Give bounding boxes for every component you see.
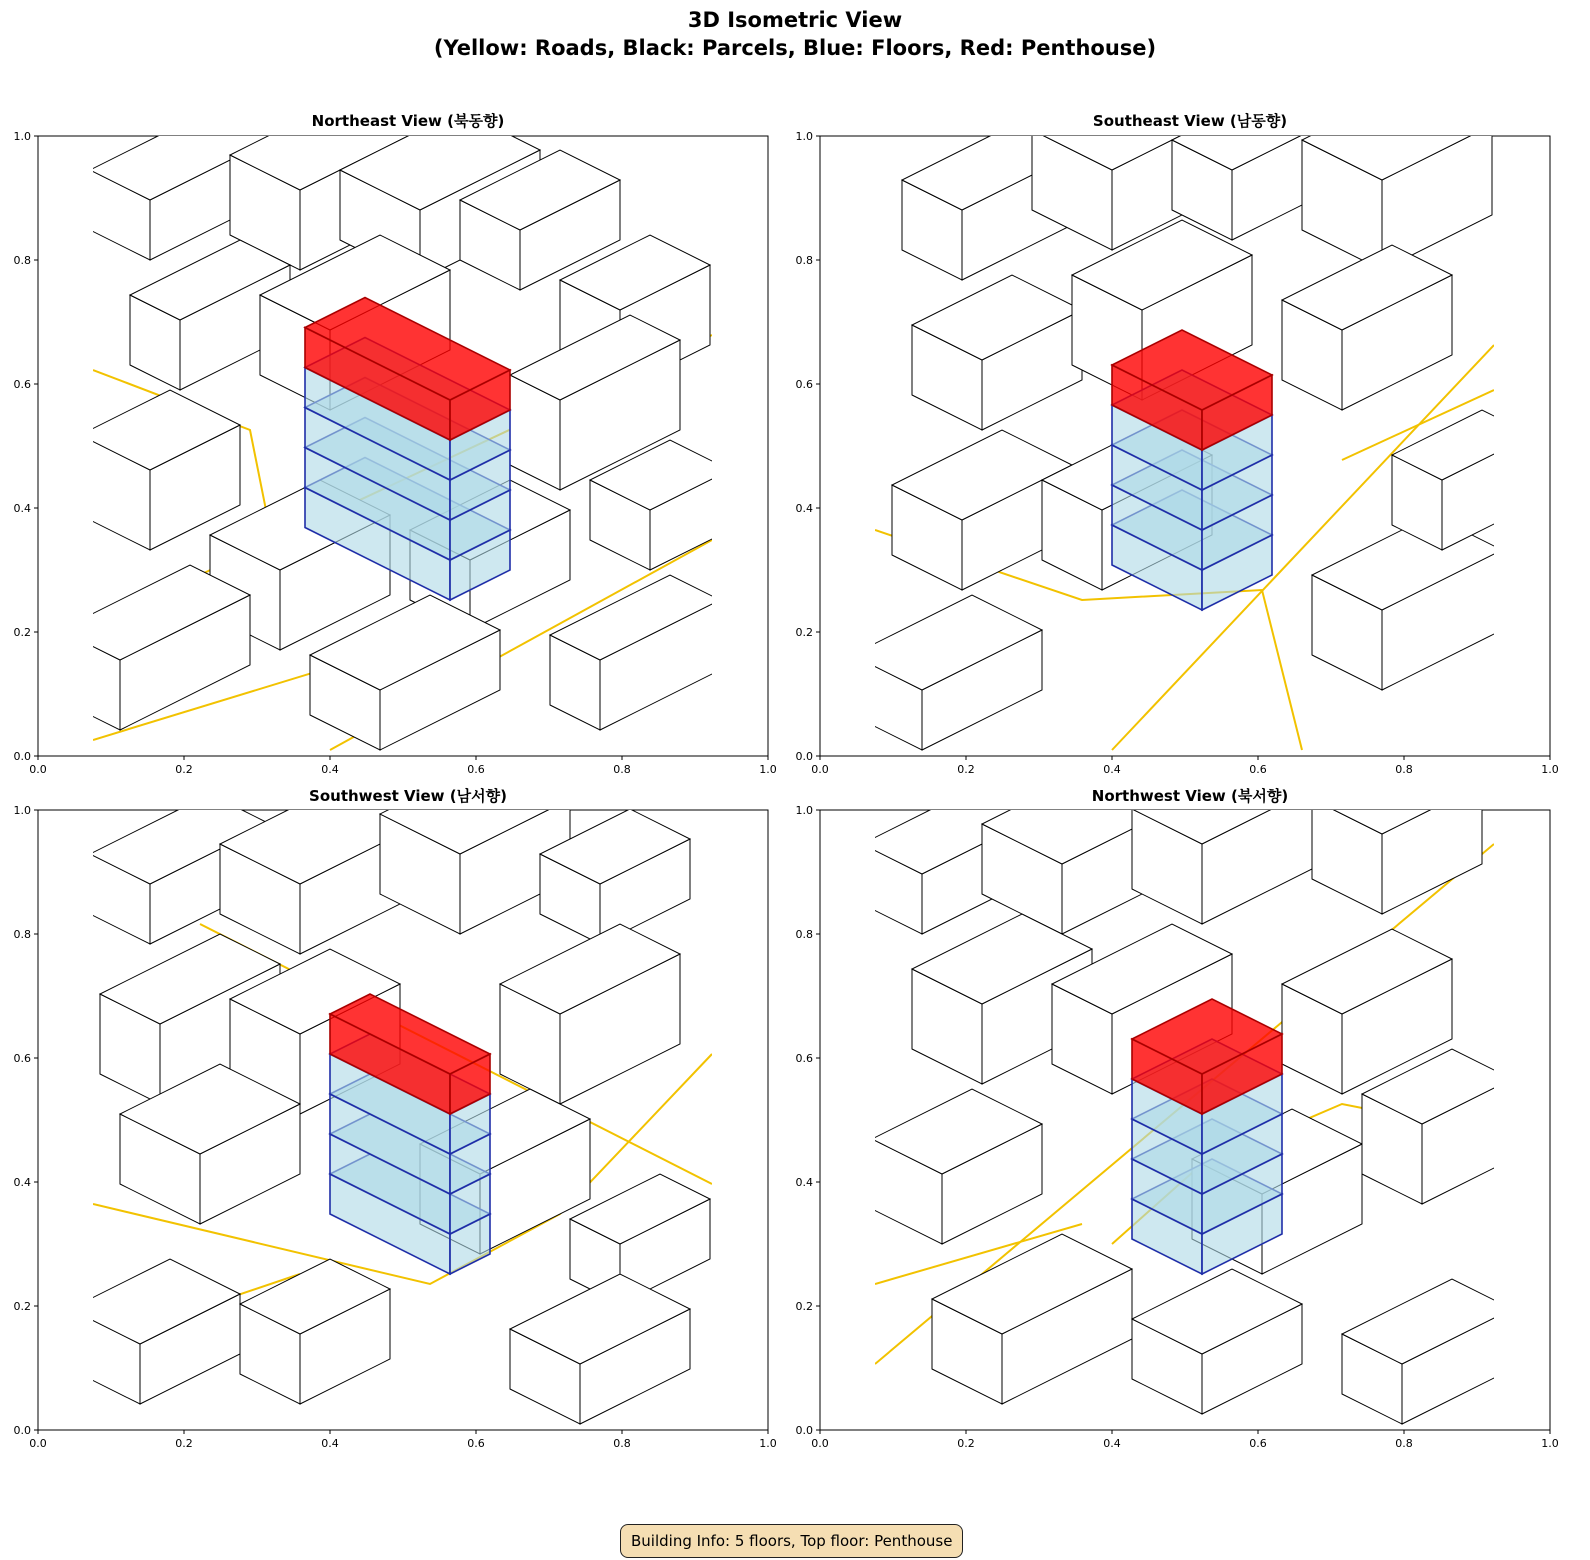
panel-title-southeast: Southeast View (남동향) <box>1092 112 1288 130</box>
x-tick-label: 0.8 <box>1395 763 1413 776</box>
x-tick-label: 0.8 <box>613 1437 631 1450</box>
y-tick-label: 0.4 <box>795 1176 813 1189</box>
panel-title-northwest: Northwest View (북서향) <box>1091 787 1289 805</box>
figure-title-line1: 3D Isometric View <box>687 8 903 32</box>
building-info-box: Building Info: 5 floors, Top floor: Penthouse <box>620 1524 963 1558</box>
figure-title <box>0 6 1590 62</box>
y-tick-label: 0.4 <box>13 502 31 515</box>
y-tick-label: 0.2 <box>13 626 31 639</box>
y-tick-label: 0.6 <box>795 378 813 391</box>
x-tick-label: 0.0 <box>811 1437 829 1450</box>
y-tick-label: 0.8 <box>795 928 813 941</box>
y-tick-label: 0.6 <box>795 1052 813 1065</box>
x-tick-label: 0.0 <box>811 763 829 776</box>
y-tick-label: 0.0 <box>13 750 31 763</box>
panel-title-southwest: Southwest View (남서향) <box>309 787 507 805</box>
y-tick-label: 0.8 <box>13 928 31 941</box>
y-tick-label: 0.4 <box>13 1176 31 1189</box>
target-building <box>1112 330 1272 610</box>
x-tick-label: 0.8 <box>613 763 631 776</box>
target-building <box>1132 999 1282 1274</box>
x-tick-label: 1.0 <box>759 1437 777 1450</box>
y-tick-label: 1.0 <box>795 130 813 143</box>
northwest-view-panel <box>782 804 1572 1464</box>
x-tick-label: 1.0 <box>759 763 777 776</box>
x-tick-label: 0.2 <box>175 763 193 776</box>
x-tick-label: 0.6 <box>467 763 485 776</box>
x-tick-label: 0.4 <box>321 1437 339 1450</box>
y-tick-label: 0.6 <box>13 1052 31 1065</box>
y-tick-label: 0.8 <box>13 254 31 267</box>
figure-title-line2: (Yellow: Roads, Black: Parcels, Blue: Floors, Red: Penthouse) <box>433 36 1157 60</box>
x-tick-label: 0.0 <box>29 1437 47 1450</box>
y-tick-label: 0.2 <box>13 1300 31 1313</box>
y-tick-label: 0.0 <box>795 1424 813 1437</box>
y-tick-label: 0.2 <box>795 626 813 639</box>
southeast-view-panel <box>782 130 1572 790</box>
panel-title-northeast: Northeast View (북동향) <box>311 112 505 130</box>
y-tick-label: 1.0 <box>13 804 31 817</box>
x-tick-label: 0.6 <box>1249 1437 1267 1450</box>
x-tick-label: 0.2 <box>957 1437 975 1450</box>
x-tick-label: 0.2 <box>957 763 975 776</box>
x-tick-label: 0.0 <box>29 763 47 776</box>
northeast-view-panel <box>0 130 790 790</box>
x-tick-label: 0.6 <box>1249 763 1267 776</box>
x-tick-label: 0.6 <box>467 1437 485 1450</box>
y-tick-label: 0.6 <box>13 378 31 391</box>
y-tick-label: 1.0 <box>13 130 31 143</box>
x-tick-label: 1.0 <box>1541 763 1559 776</box>
x-tick-label: 0.2 <box>175 1437 193 1450</box>
y-tick-label: 0.0 <box>795 750 813 763</box>
y-tick-label: 1.0 <box>795 804 813 817</box>
x-tick-label: 0.4 <box>1103 763 1121 776</box>
y-tick-label: 0.4 <box>795 502 813 515</box>
x-tick-label: 0.8 <box>1395 1437 1413 1450</box>
y-tick-label: 0.2 <box>795 1300 813 1313</box>
x-tick-label: 0.4 <box>321 763 339 776</box>
x-tick-label: 1.0 <box>1541 1437 1559 1450</box>
y-tick-label: 0.8 <box>795 254 813 267</box>
southwest-view-panel <box>0 804 790 1464</box>
x-tick-label: 0.4 <box>1103 1437 1121 1450</box>
y-tick-label: 0.0 <box>13 1424 31 1437</box>
